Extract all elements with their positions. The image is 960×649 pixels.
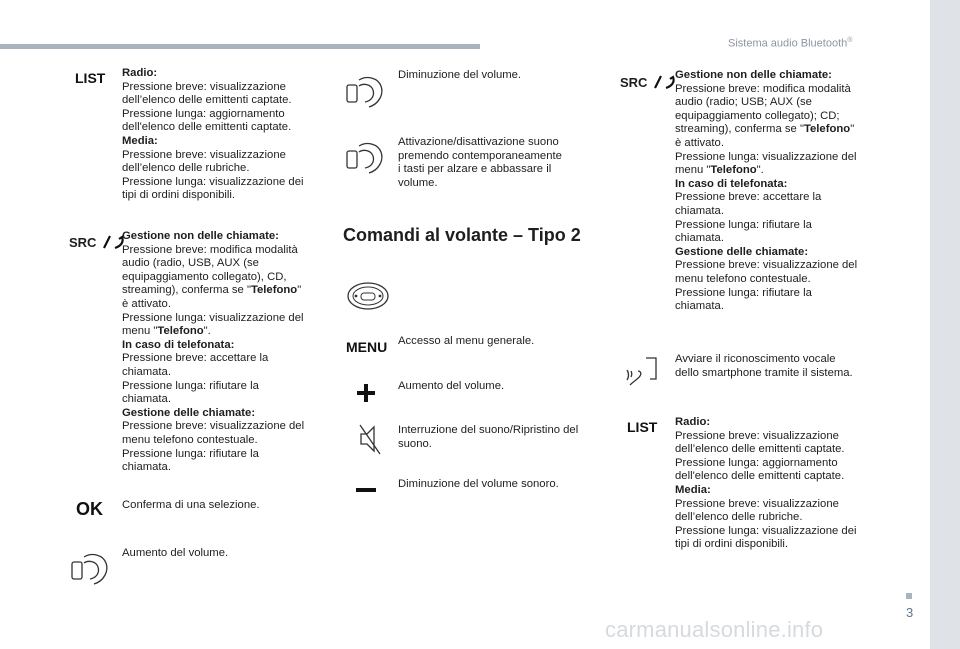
list-description: Radio: Pressione breve: visualizzazione dell’elenco delle emittenti captate. Pressione lunga: aggiornamento dell'elenco delle emittenti captate. Media: Pressione breve: visualizzazione dell’elenco delle rubriche. Pressione lunga: visualizzazione dei tipi di ordini disponibili.: [675, 416, 857, 551]
steering-wheel-icon: [346, 281, 390, 311]
list-description: Radio: Pressione breve: visualizzazione dell’elenco delle emittenti captate. Pressione lunga: aggiornamento dell'elenco delle emittenti captate. Media: Pressione breve: visualizzazione dell’elenco delle rubriche. Pressione lunga: visualizzazione dei tipi di ordini disponibili.: [122, 67, 304, 202]
volume-wheel-icon: [345, 74, 385, 110]
volume-up-description: Aumento del volume.: [122, 547, 229, 559]
plus-description: Aumento del volume.: [398, 380, 505, 392]
radio-title: Radio:: [122, 67, 158, 79]
ok-description: Conferma di una selezione.: [122, 499, 260, 511]
src-phone-icon: SRC: [69, 234, 127, 252]
minus-icon: [356, 487, 376, 493]
section-title: Sistema audio Bluetooth®: [728, 37, 853, 50]
volume-down-description: Diminuzione del volume.: [398, 69, 522, 81]
section-heading: Comandi al volante – Tipo 2: [343, 225, 581, 245]
page-marker: [906, 593, 912, 599]
header-rule: [0, 44, 480, 49]
src-phone-icon: SRC: [620, 74, 678, 92]
mute-restore-description: Interruzione del suono/Ripristino del suono.: [398, 424, 579, 450]
src-description: Gestione non delle chiamate: Pressione breve: modifica modalità audio (radio; USB; AUX (se equipaggiamento collegato); CD; streaming), conferma se "Telefono" è attivato. Pressione lunga: visualizzazione del menu "Telefono". In caso di telefonata: Pressione breve: accettare la chiamata. Pressione lunga: rifiutare la chiamata. Gestione delle chiamate: Pressione breve: visualizzazione del menu telefono contestuale. Pressione lunga: rifiutare la chiamata.: [675, 69, 858, 313]
voice-description: Avviare il riconoscimento vocale dello smartphone tramite il sistema.: [675, 353, 853, 379]
mute-description: Attivazione/disattivazione suono premendo contemporaneamente i tasti per alzare e abbassare il volume.: [398, 136, 562, 189]
list-label: LIST: [627, 419, 658, 435]
plus-icon: [356, 383, 376, 403]
media-title: Media:: [122, 134, 158, 147]
list-label: LIST: [75, 70, 106, 86]
src-description: Gestione non delle chiamate: Pressione breve: modifica modalità audio (radio, USB, AUX (se equipaggiamento collegato), CD, streaming), conferma se "Telefono" è attivato. Pressione lunga: visualizzazione del menu "Telefono". In caso di telefonata: Pressione breve: accettare la chiamata. Pressione lunga: rifiutare la chiamata. Gestione delle chiamate: Pressione breve: visualizzazione del menu telefono contestuale. Pressione lunga: rifiutare la chiamata.: [122, 230, 305, 474]
voice-command-icon: [626, 355, 660, 389]
minus-description: Diminuzione del volume sonoro.: [398, 478, 559, 490]
page-side-margin: [930, 0, 960, 649]
watermark: carmanualsonline.info: [605, 617, 824, 642]
menu-description: Accesso al menu generale.: [398, 335, 535, 347]
page-number: 3: [906, 605, 914, 620]
menu-label: MENU: [346, 339, 388, 355]
mute-speaker-icon: [359, 422, 381, 456]
ok-label: OK: [76, 499, 103, 519]
volume-wheel-icon: [70, 551, 110, 587]
volume-wheel-icon: [345, 140, 385, 176]
